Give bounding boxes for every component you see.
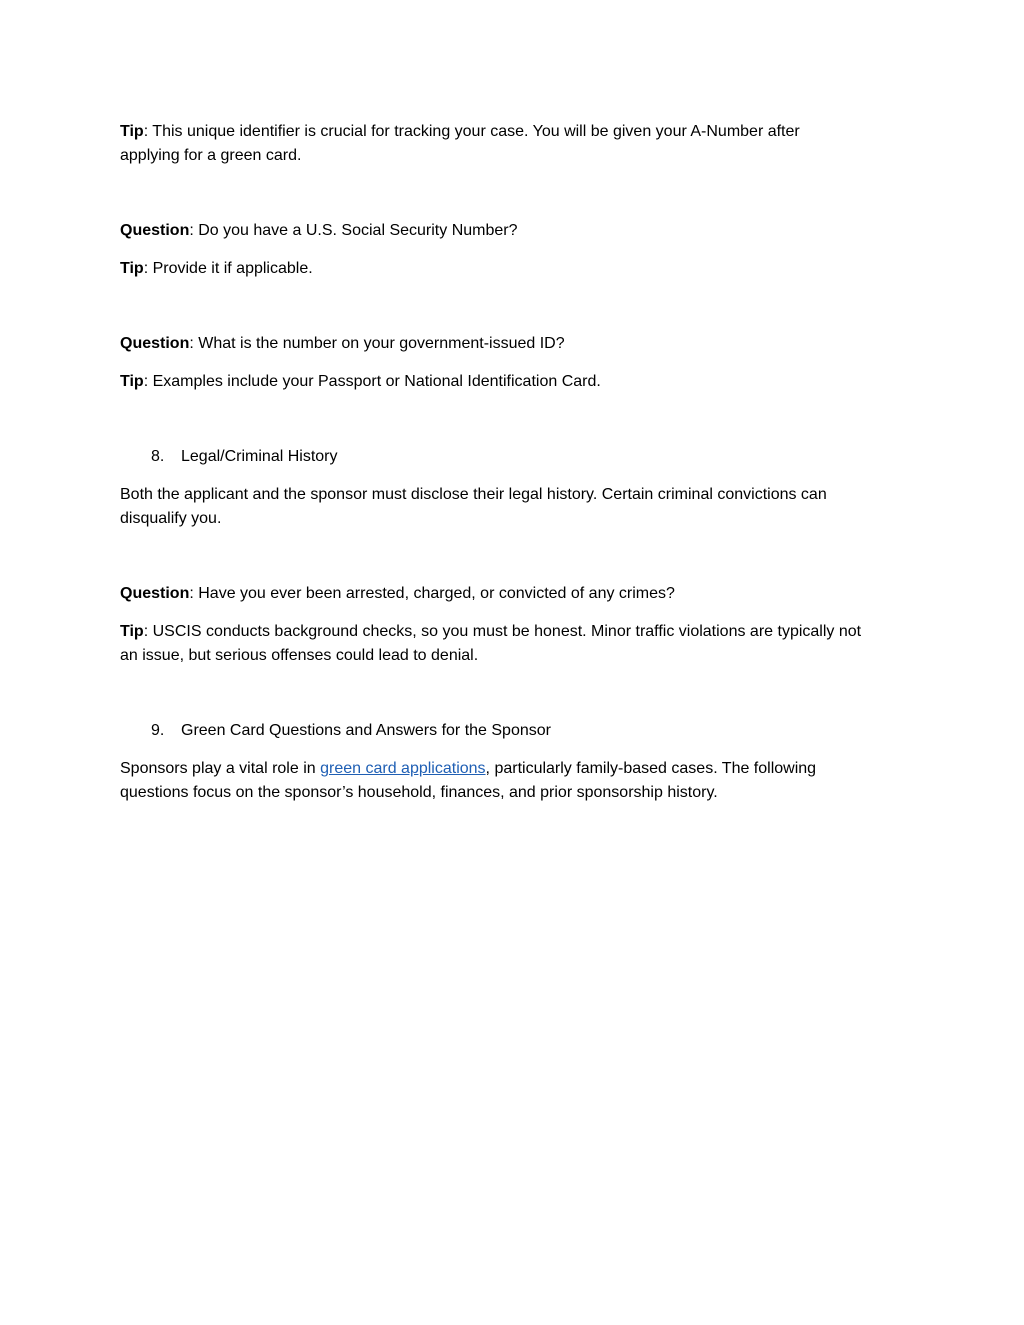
tip-label: Tip xyxy=(120,373,144,390)
sponsor-intro-before-link: Sponsors play a vital role in xyxy=(120,760,321,777)
sponsor-intro-line-2: questions focus on the sponsor’s household, finances, and prior sponsorship history. xyxy=(120,784,718,801)
question-gov-id-text: : What is the number on your government-issued ID? xyxy=(189,335,565,352)
section-9-number: 9. xyxy=(151,722,165,739)
tip-a-number-line-1 xyxy=(120,120,910,144)
tip-label: Tip xyxy=(120,623,144,640)
legal-intro-line-1: Both the applicant and the sponsor must disclose their legal history. Certain criminal convictions can xyxy=(120,486,827,503)
question-label: Question xyxy=(120,335,190,352)
tip-crimes-text-2: an issue, but serious offenses could lead to denial. xyxy=(120,647,479,664)
question-ssn-text: : Do you have a U.S. Social Security Number? xyxy=(189,222,518,239)
tip-label: Tip xyxy=(120,123,144,140)
tip-ssn-text: : Provide it if applicable. xyxy=(143,260,313,277)
question-label: Question xyxy=(120,222,190,239)
question-ssn xyxy=(120,219,910,243)
section-8-number: 8. xyxy=(151,448,165,465)
legal-intro-paragraph xyxy=(120,483,910,531)
tip-ssn xyxy=(120,257,910,281)
tip-gov-id xyxy=(120,370,910,394)
question-label: Question xyxy=(120,585,190,602)
tip-a-number-text-2: applying for a green card. xyxy=(120,147,302,164)
section-8-heading xyxy=(151,445,338,469)
tip-a-number-paragraph xyxy=(120,120,910,168)
tip-label: Tip xyxy=(120,260,144,277)
sponsor-intro-paragraph xyxy=(120,757,910,805)
sponsor-intro-line-1 xyxy=(120,757,910,781)
question-gov-id xyxy=(120,332,910,356)
question-crimes-text: : Have you ever been arrested, charged, or convicted of any crimes? xyxy=(189,585,675,602)
section-9-title: Green Card Questions and Answers for the Sponsor xyxy=(181,722,551,739)
sponsor-intro-after-link: , particularly family-based cases. The following xyxy=(485,760,817,777)
question-crimes xyxy=(120,582,910,606)
tip-crimes-line-1 xyxy=(120,620,910,644)
tip-crimes-paragraph xyxy=(120,620,910,668)
section-9-heading xyxy=(151,719,551,743)
tip-crimes-text-1: : USCIS conducts background checks, so you must be honest. Minor traffic violations are typically not xyxy=(143,623,862,640)
legal-intro-line-2: disqualify you. xyxy=(120,510,222,527)
tip-a-number-text-1: : This unique identifier is crucial for tracking your case. You will be given your A-Number after xyxy=(143,123,800,140)
green-card-applications-link[interactable]: green card applications xyxy=(320,760,486,777)
tip-gov-id-text: : Examples include your Passport or National Identification Card. xyxy=(143,373,601,390)
section-8-title: Legal/Criminal History xyxy=(181,448,338,465)
